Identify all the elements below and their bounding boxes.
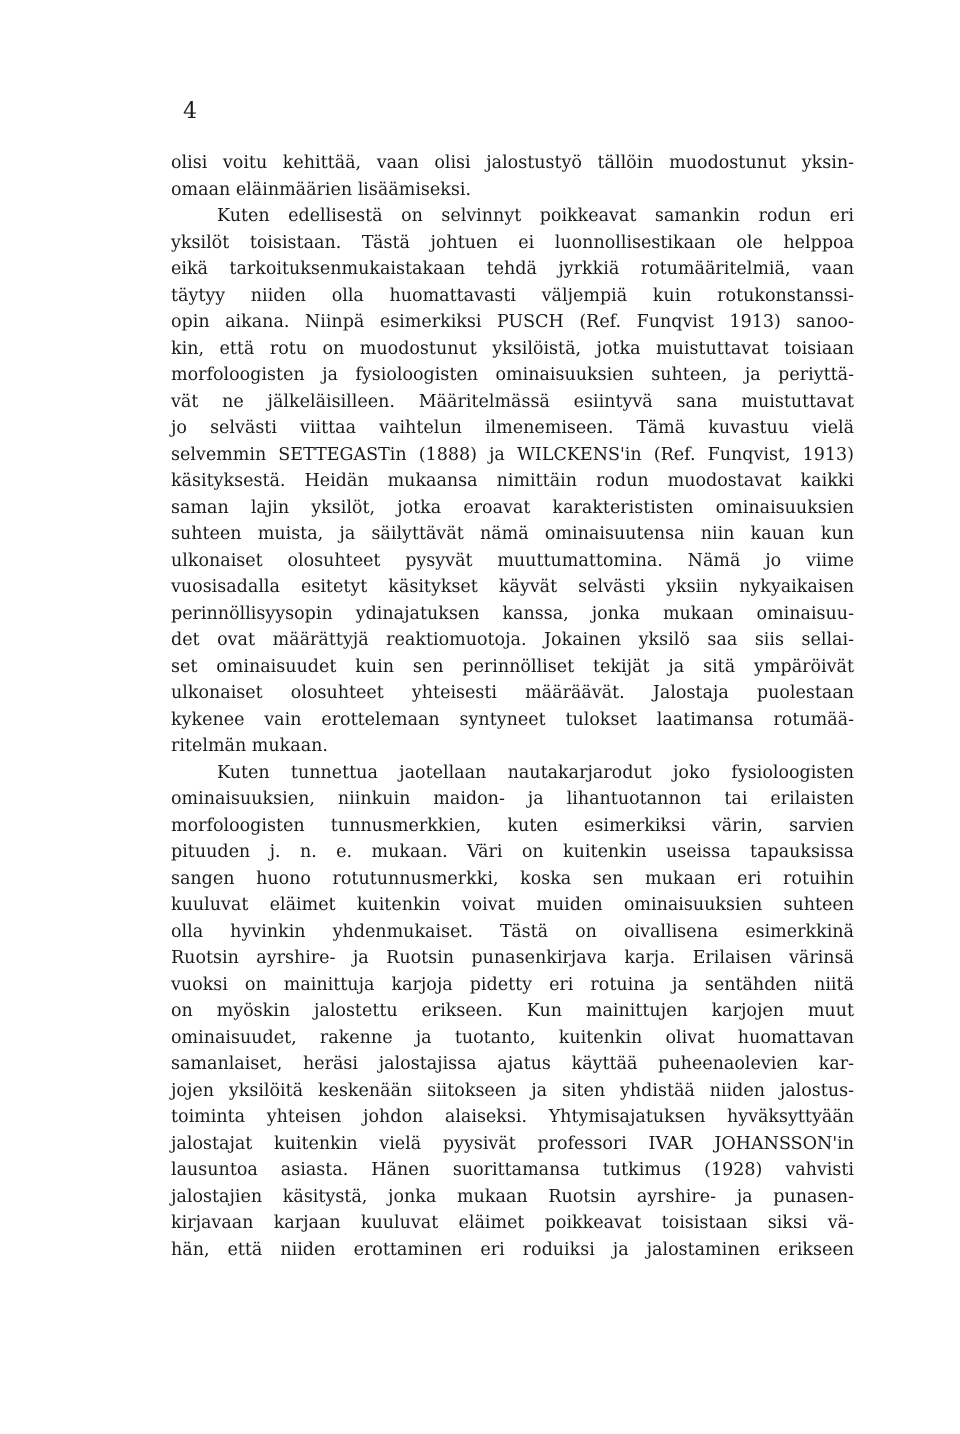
text-line: kirjavaan karjaan kuuluvat eläimet poikkeavat toisistaan siksi vä-: [171, 1213, 854, 1233]
text-line: toiminta yhteisen johdon alaiseksi. Yhtymisajatuksen hyväksyttyään: [171, 1107, 854, 1127]
text-line: opin aikana. Niinpä esimerkiksi PUSCH (Ref. Funqvist 1913) sanoo-: [171, 312, 854, 332]
text-line: ulkonaiset olosuhteet pysyvät muuttumattomina. Nämä jo viime: [171, 550, 854, 571]
text-line: set ominaisuudet kuin sen perinnölliset tekijät ja sitä ympäröivät: [171, 656, 854, 677]
text-line: eikä tarkoituksenmukaistakaan tehdä jyrkkiä rotumääritelmiä, vaan: [171, 259, 854, 279]
text-line: ulkonaiset olosuhteet yhteisesti määräävät. Jalostaja puolestaan: [171, 683, 854, 703]
text-line: jalostajat kuitenkin vielä pyysivät professori IVAR JOHANSSON'in: [171, 1133, 854, 1154]
text-line: Kuten edellisestä on selvinnyt poikkeavat samankin rodun eri: [217, 206, 854, 226]
text-line: lausuntoa asiasta. Hänen suorittamansa tutkimus (1928) vahvisti: [171, 1160, 854, 1180]
text-line: vuosisadalla esitetyt käsitykset käyvät selvästi yksiin nykyaikaisen: [171, 577, 854, 597]
text-line: jo selvästi viittaa vaihtelun ilmenemiseen. Tämä kuvastuu vielä: [171, 418, 854, 438]
text-line: morfoloogisten ja fysioloogisten ominaisuuksien suhteen, ja periyttä-: [171, 365, 854, 385]
text-line: yksilöt toisistaan. Tästä johtuen ei luonnollisestikaan ole helppoa: [171, 232, 854, 253]
text-line: käsityksestä. Heidän mukaansa nimittäin rodun muodostavat kaikki: [171, 471, 854, 491]
text-line: suhteen muista, ja säilyttävät nämä ominaisuutensa niin kauan kun: [171, 524, 854, 544]
text-line: hän, että niiden erottaminen eri roduiksi ja jalostaminen erikseen: [171, 1239, 854, 1260]
text-line: olla hyvinkin yhdenmukaiset. Tästä on oivallisena esimerkkinä: [171, 921, 854, 942]
text-line: ominaisuudet, rakenne ja tuotanto, kuitenkin olivat huomattavan: [171, 1027, 854, 1048]
text-line: samanlaiset, heräsi jalostajissa ajatus käyttää puheenaolevien kar-: [171, 1054, 854, 1074]
text-line: sangen huono rotutunnusmerkki, koska sen mukaan eri rotuihin: [171, 868, 854, 889]
text-line: kykenee vain erottelemaan syntyneet tulokset laatimansa rotumää-: [171, 709, 854, 730]
text-line: on myöskin jalostettu erikseen. Kun mainittujen karjojen muut: [171, 1001, 854, 1021]
text-line: kin, että rotu on muodostunut yksilöistä, jotka muistuttavat toisiaan: [171, 338, 854, 359]
page-number: 4: [183, 99, 197, 124]
text-line: olisi voitu kehittää, vaan olisi jalostustyö tällöin muodostunut yksin-: [171, 153, 854, 173]
text-line: perinnöllisyysopin ydinajatuksen kanssa, jonka mukaan ominaisuu-: [171, 603, 854, 624]
body-text: [171, 150, 854, 1263]
text-line: täytyy niiden olla huomattavasti väljempiä kuin rotukonstanssi-: [171, 285, 854, 306]
text-line: saman lajin yksilöt, jotka eroavat karakterististen ominaisuuksien: [171, 497, 854, 518]
text-line: ritelmän mukaan.: [171, 736, 328, 756]
text-line: vuoksi on mainittuja karjoja pidetty eri rotuina ja sentähden niitä: [171, 974, 854, 995]
text-line: selvemmin SETTEGASTin (1888) ja WILCKENS'in (Ref. Funqvist, 1913): [171, 444, 854, 465]
text-line: Kuten tunnettua jaotellaan nautakarjarodut joko fysioloogisten: [217, 762, 854, 783]
text-line: vät ne jälkeläisilleen. Määritelmässä esiintyvä sana muistuttavat: [171, 391, 854, 412]
text-line: morfoloogisten tunnusmerkkien, kuten esimerkiksi värin, sarvien: [171, 815, 854, 836]
text-line: kuuluvat eläimet kuitenkin voivat muiden ominaisuuksien suhteen: [171, 895, 854, 915]
text-line: det ovat määrättyjä reaktiomuotoja. Jokainen yksilö saa siis sellai-: [171, 630, 854, 650]
text-line: jalostajien käsitystä, jonka mukaan Ruotsin ayrshire- ja punasen-: [171, 1186, 854, 1207]
text-line: Ruotsin ayrshire- ja Ruotsin punasenkirjava karja. Erilaisen värinsä: [171, 948, 854, 968]
text-line: jojen yksilöitä keskenään siitokseen ja siten yhdistää niiden jalostus-: [171, 1080, 854, 1101]
text-line: ominaisuuksien, niinkuin maidon- ja lihantuotannon tai erilaisten: [171, 789, 854, 809]
text-line: omaan eläinmäärien lisäämiseksi.: [171, 179, 472, 200]
text-line: pituuden j. n. e. mukaan. Väri on kuitenkin useissa tapauksissa: [171, 842, 854, 862]
